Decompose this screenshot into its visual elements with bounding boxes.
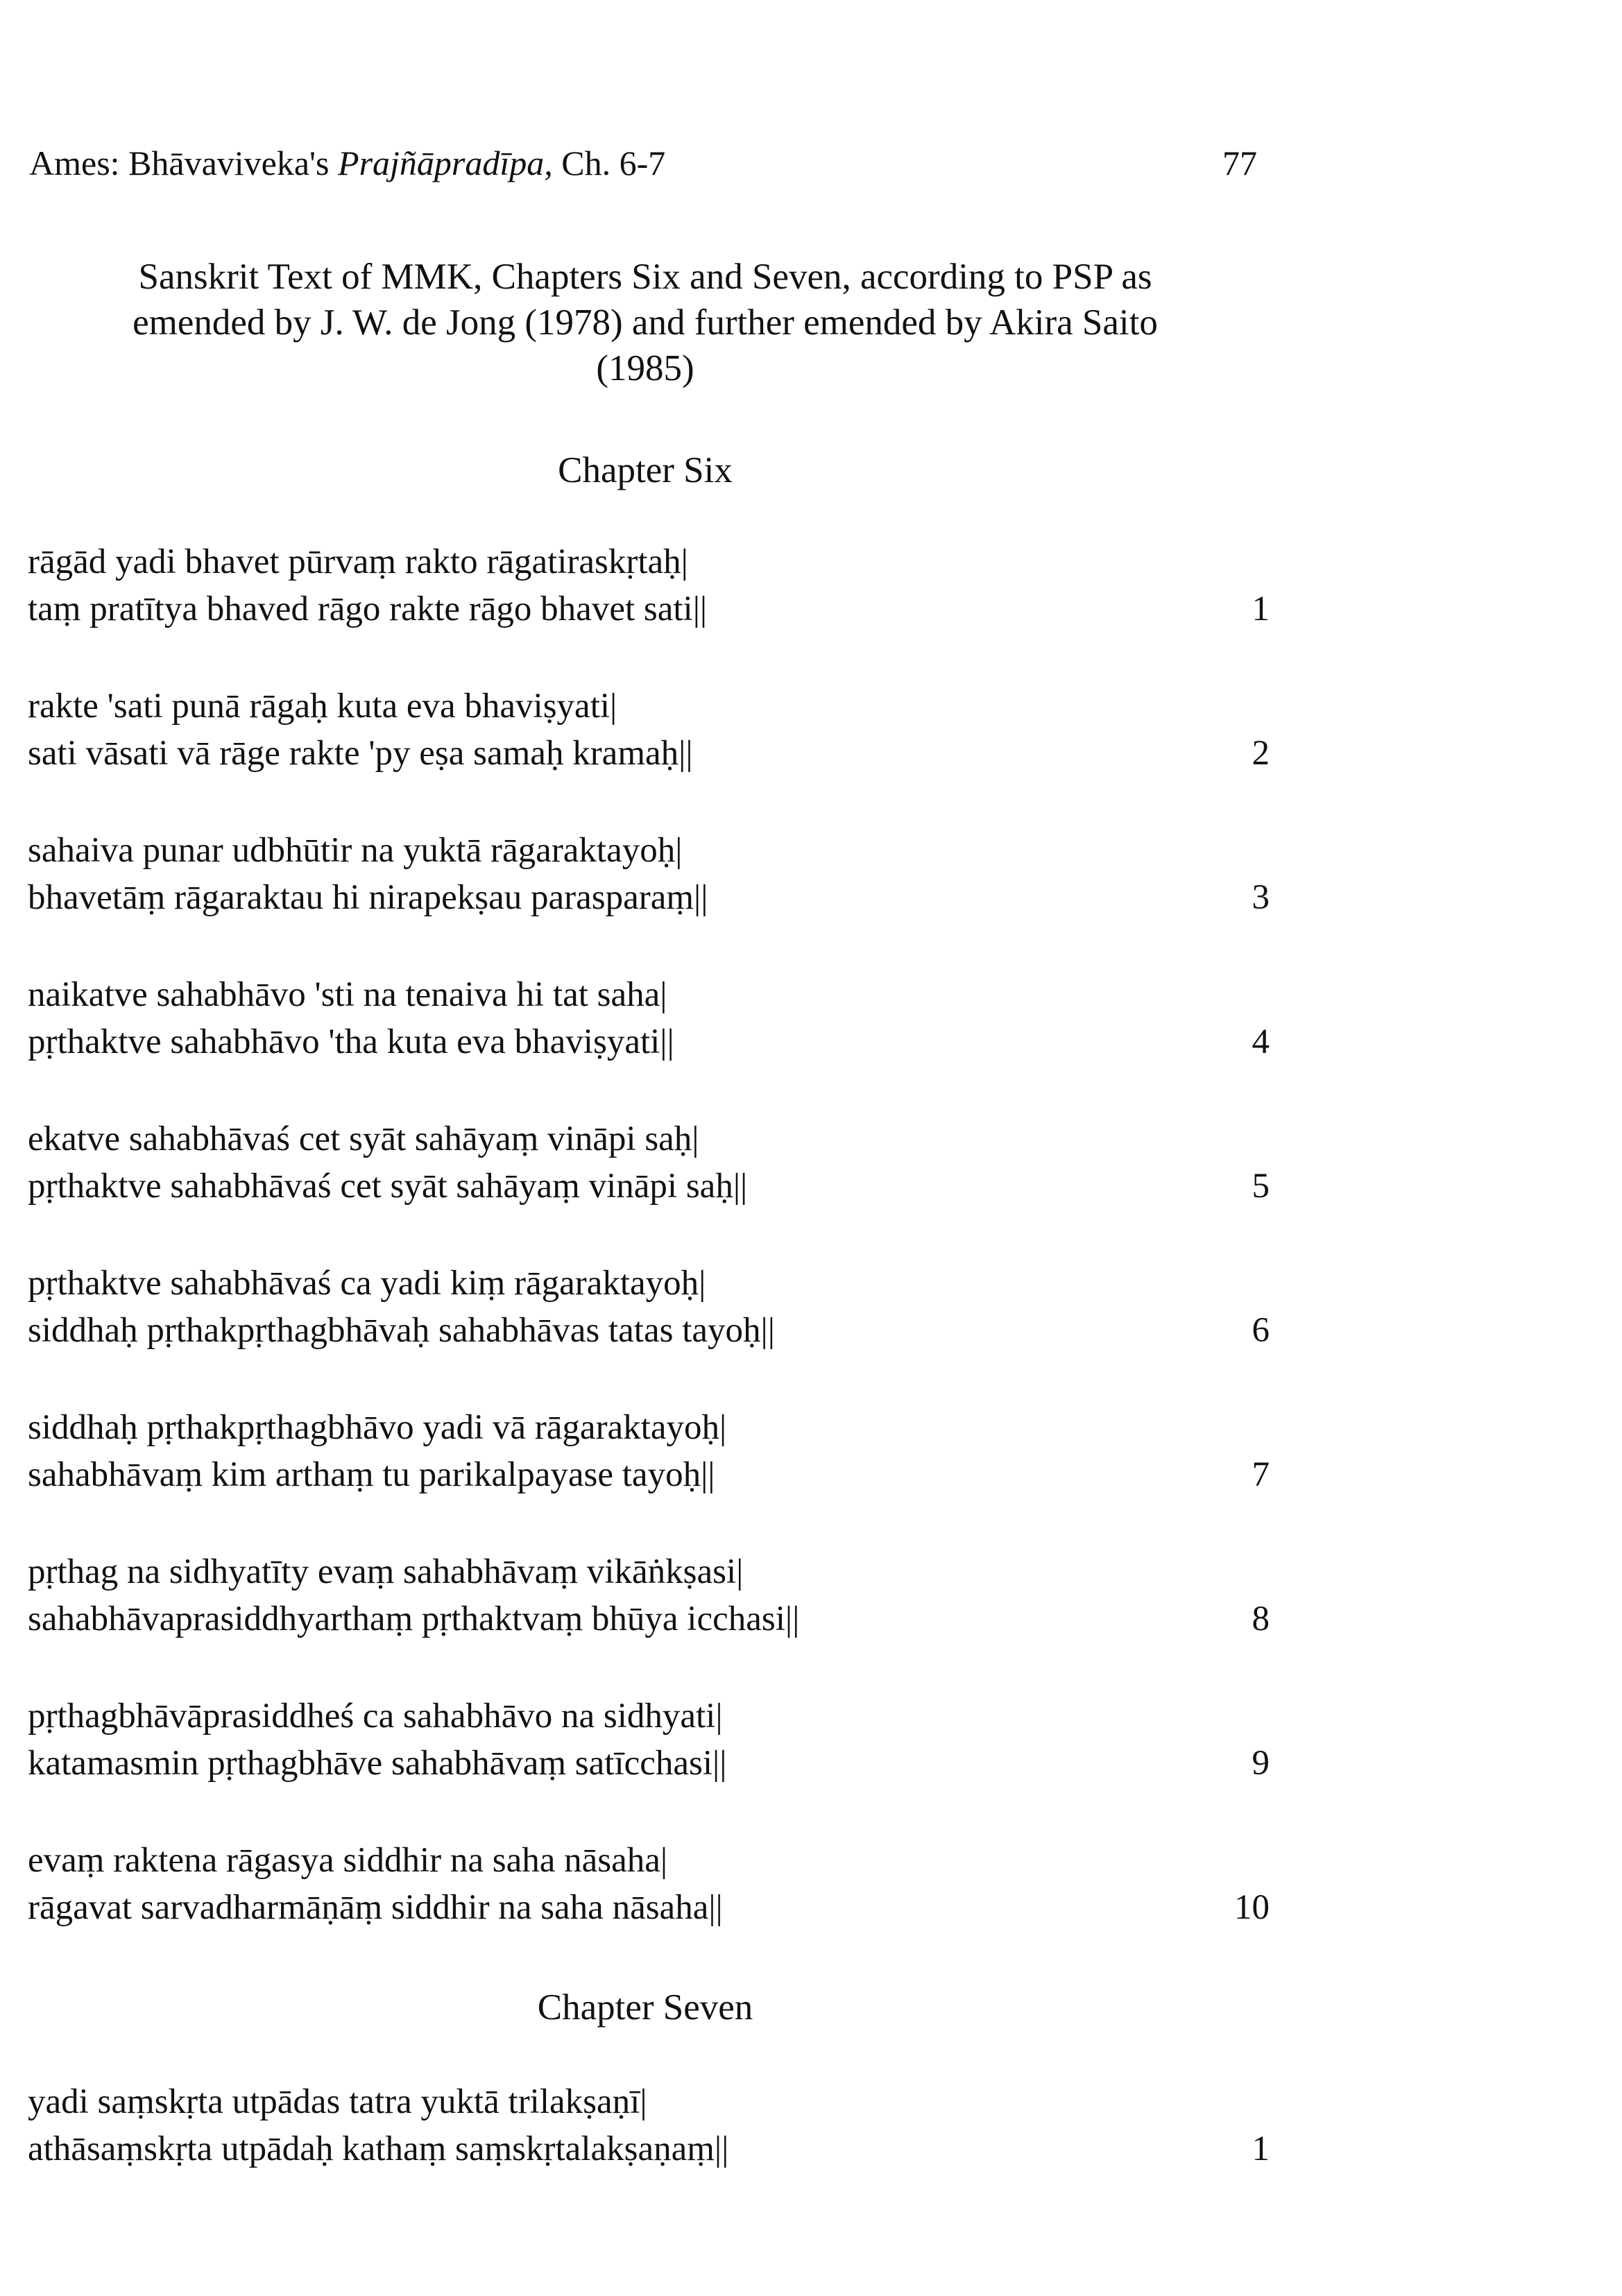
- verse-number: 9: [1252, 1744, 1270, 1783]
- running-head-chapter: Ch. 6-7: [552, 144, 666, 182]
- verse-6-8: [28, 1548, 1270, 1643]
- verse-line: evaṃ raktena rāgasya siddhir na saha nāsaha|: [28, 1841, 668, 1880]
- running-head: [29, 142, 665, 184]
- verse-line: sahabhāvaprasiddhyarthaṃ pṛthaktvaṃ bhūya icchasi||: [28, 1600, 800, 1638]
- verse-6-4: [28, 971, 1270, 1065]
- verse-number: 1: [1252, 2130, 1270, 2168]
- verse-6-9: [28, 1693, 1270, 1787]
- verse-line: siddhaḥ pṛthakpṛthagbhāvaḥ sahabhāvas tatas tayoḥ||: [28, 1311, 775, 1350]
- section-title-line: emended by J. W. de Jong (1978) and further emended by Akira Saito: [133, 302, 1158, 343]
- verse-line: pṛthagbhāvāprasiddheś ca sahabhāvo na sidhyati|: [28, 1697, 723, 1736]
- verse-line: siddhaḥ pṛthakpṛthagbhāvo yadi vā rāgaraktayoḥ|: [28, 1408, 727, 1447]
- verse-number: 10: [1234, 1888, 1270, 1927]
- verse-line: taṃ pratītya bhaved rāgo rakte rāgo bhavet sati||: [28, 590, 708, 628]
- chapter-seven-heading: Chapter Seven: [537, 1987, 753, 2028]
- section-title-line: Sanskrit Text of MMK, Chapters Six and Seven, according to PSP as: [138, 257, 1152, 297]
- verse-number: 8: [1252, 1600, 1270, 1638]
- verse-6-5: [28, 1115, 1270, 1210]
- verse-line: bhavetāṃ rāgaraktau hi nirapekṣau parasparaṃ||: [28, 878, 708, 917]
- verse-line: sahabhāvaṃ kim arthaṃ tu parikalpayase tayoḥ||: [28, 1455, 715, 1494]
- verse-number: 7: [1252, 1455, 1270, 1494]
- verse-number: 2: [1252, 734, 1270, 773]
- chapter-six-heading: Chapter Six: [558, 450, 733, 490]
- section-title-line: (1985): [596, 348, 694, 388]
- verse-line: yadi saṃskṛta utpādas tatra yuktā trilakṣaṇī|: [28, 2082, 647, 2121]
- verse-6-7: [28, 1404, 1270, 1498]
- verse-number: 5: [1252, 1167, 1270, 1206]
- verse-line: pṛthaktve sahabhāvaś ca yadi kiṃ rāgaraktayoḥ|: [28, 1264, 706, 1303]
- verse-number: 1: [1252, 590, 1270, 628]
- verse-number: 3: [1252, 878, 1270, 917]
- verse-7-1: [28, 2078, 1270, 2173]
- verse-6-3: [28, 827, 1270, 921]
- verse-line: sahaiva punar udbhūtir na yuktā rāgaraktayoḥ|: [28, 831, 683, 870]
- verse-line: pṛthag na sidhyatīty evaṃ sahabhāvaṃ vikāṅkṣasi|: [28, 1552, 744, 1591]
- verse-line: rakte 'sati punā rāgaḥ kuta eva bhaviṣyati|: [28, 687, 617, 726]
- verse-number: 4: [1252, 1022, 1270, 1061]
- verse-number: 6: [1252, 1311, 1270, 1350]
- verse-6-1: [28, 538, 1270, 633]
- running-head-work-title: Prajñāpradīpa,: [338, 144, 553, 182]
- section-title: [28, 254, 1263, 391]
- page-number: 77: [1222, 144, 1257, 182]
- verse-line: rāgād yadi bhavet pūrvaṃ rakto rāgatiraskṛtaḥ|: [28, 542, 688, 581]
- verse-line: pṛthaktve sahabhāvaś cet syāt sahāyaṃ vināpi saḥ||: [28, 1167, 748, 1206]
- verse-6-2: [28, 683, 1270, 777]
- verse-line: pṛthaktve sahabhāvo 'tha kuta eva bhaviṣyati||: [28, 1022, 674, 1061]
- running-head-author: Ames: Bhāvaviveka's: [29, 144, 339, 182]
- verse-line: ekatve sahabhāvaś cet syāt sahāyaṃ vināpi saḥ|: [28, 1120, 699, 1158]
- verse-line: rāgavat sarvadharmāṇāṃ siddhir na saha nāsaha||: [28, 1888, 723, 1927]
- verse-line: naikatve sahabhāvo 'sti na tenaiva hi tat saha|: [28, 975, 667, 1014]
- verse-6-10: [28, 1837, 1270, 1931]
- verse-6-6: [28, 1260, 1270, 1354]
- verse-line: athāsaṃskṛta utpādaḥ kathaṃ saṃskṛtalakṣaṇaṃ||: [28, 2130, 729, 2168]
- verse-line: sati vāsati vā rāge rakte 'py eṣa samaḥ kramaḥ||: [28, 734, 693, 773]
- verse-line: katamasmin pṛthagbhāve sahabhāvaṃ satīcchasi||: [28, 1744, 727, 1783]
